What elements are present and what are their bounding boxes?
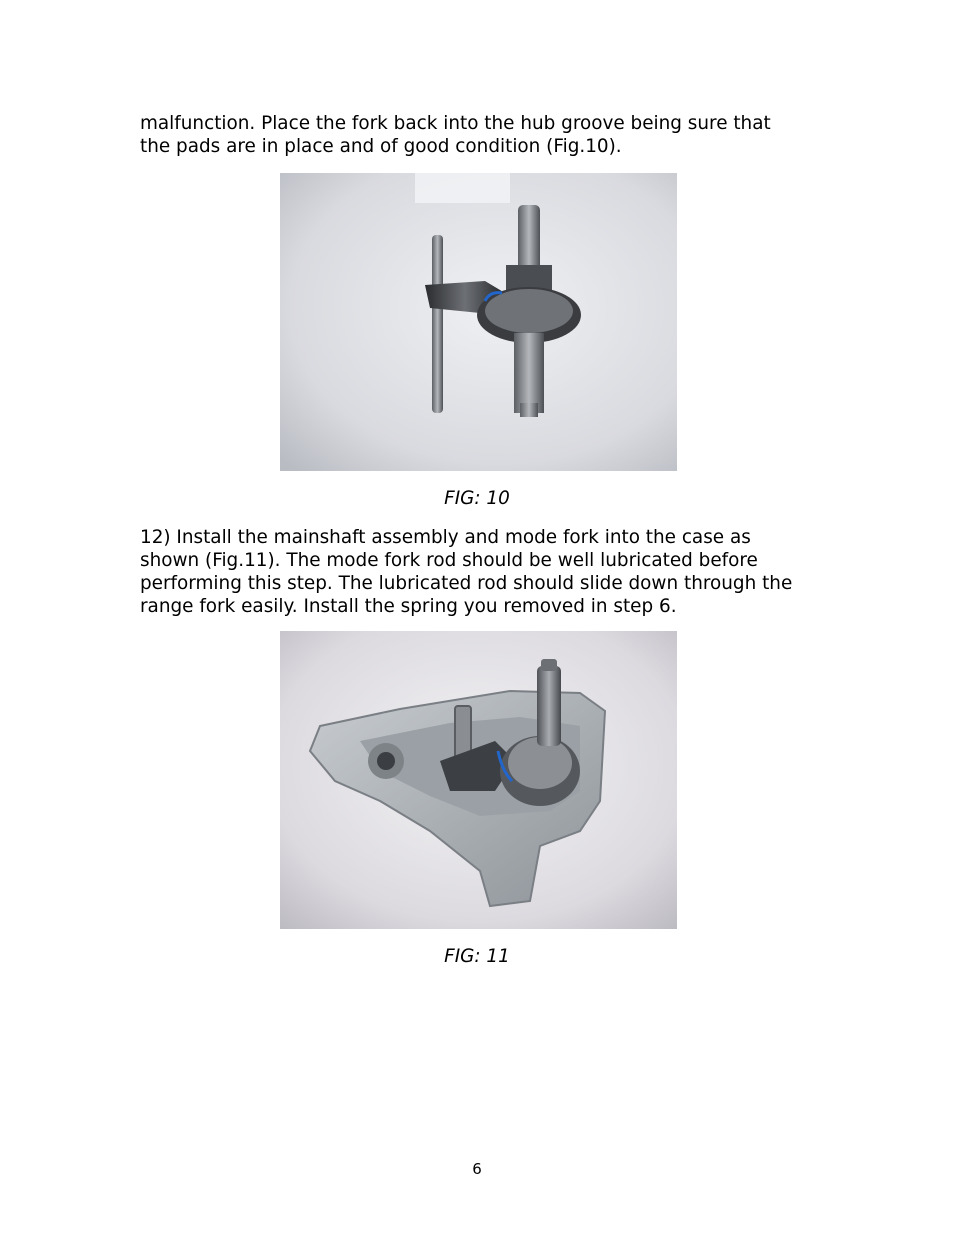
figure-11-caption: FIG: 11 — [444, 946, 510, 967]
paragraph-line: malfunction. Place the fork back into the hub groove being sure that — [140, 113, 771, 134]
intro-paragraph — [140, 112, 830, 158]
page-number: 6 — [472, 1160, 482, 1178]
transfer-case-photo — [280, 631, 677, 929]
mainshaft-fork-photo — [280, 173, 677, 471]
paragraph-line: range fork easily. Install the spring you removed in step 6. — [140, 596, 677, 617]
paragraph-line: shown (Fig.11). The mode fork rod should be well lubricated before — [140, 550, 758, 571]
paragraph-line: 12) Install the mainshaft assembly and mode fork into the case as — [140, 527, 751, 548]
figure-11-photo — [280, 631, 677, 929]
paragraph-line: the pads are in place and of good condition (Fig.10). — [140, 136, 622, 157]
paragraph-line: performing this step. The lubricated rod should slide down through the — [140, 573, 793, 594]
figure-10-caption: FIG: 10 — [444, 488, 510, 509]
figure-10-photo — [280, 173, 677, 471]
step-12-paragraph — [140, 526, 830, 618]
